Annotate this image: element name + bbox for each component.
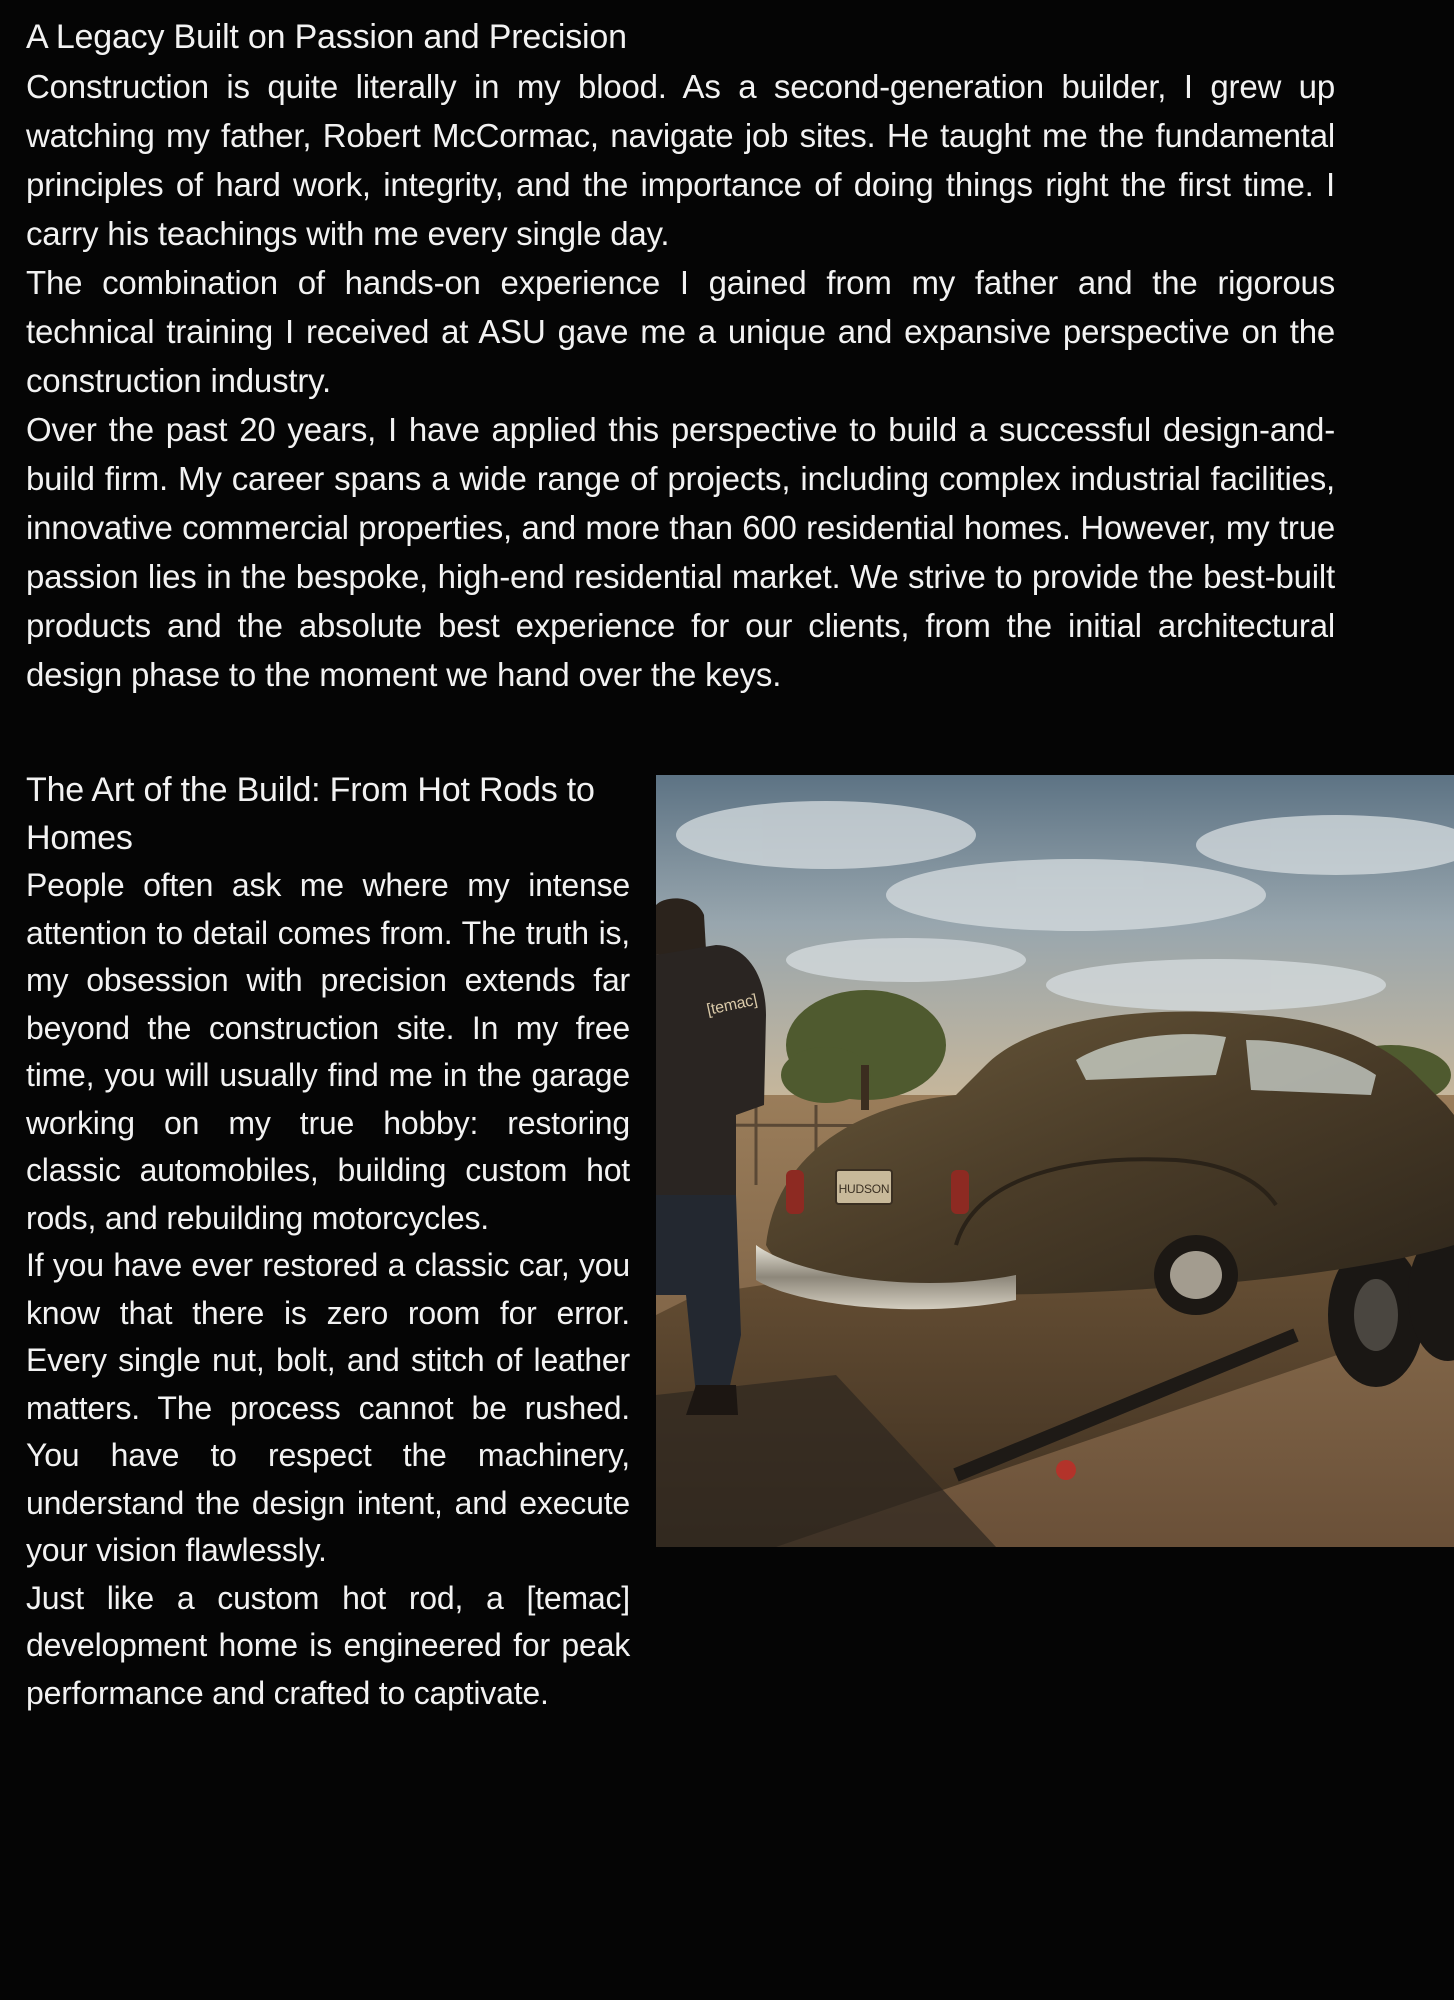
art-of-build-paragraph: Just like a custom hot rod, a [temac] development home is engineered for peak performance and crafted to captivate. [26, 1579, 630, 1711]
shirt-logo-text: [temac] [705, 991, 759, 1019]
trailer-light [1056, 1460, 1076, 1480]
art-of-build-section [26, 766, 630, 1717]
art-of-build-paragraph: People often ask me where my intense attention to detail comes from. The truth is, my obsession with precision extends far beyond the construction site. In my free time, you will usually find me in the garage working on my true hobby: restoring classic automobiles, building custom hot rods, and rebuilding motorcycles. [26, 867, 630, 1236]
legacy-paragraph: Construction is quite literally in my blood. As a second-generation builder, I grew up watching my father, Robert McCormac, navigate job sites. He taught me the fundamental principles of hard work, integrity, and the importance of doing things right the first time. I carry his teachings with me every single day. [26, 68, 1335, 252]
art-of-build-paragraph: If you have ever restored a classic car, you know that there is zero room for error. Every single nut, bolt, and stitch of leather matters. The process cannot be rushed. You have to respect the machinery, understand the design intent, and execute your vision flawlessly. [26, 1247, 630, 1568]
license-plate-text: HUDSON [838, 1182, 890, 1196]
hot-rod-photo [656, 775, 1454, 1547]
legacy-paragraph: Over the past 20 years, I have applied this perspective to build a successful design-and-build firm. My career spans a wide range of projects, including complex industrial facilities, innovative commercial properties, and more than 600 residential homes. However, my true passion lies in the bespoke, high-end residential market. We strive to provide the best-built products and the absolute best experience for our clients, from the initial architectural design phase to the moment we hand over the keys. [26, 411, 1335, 693]
legacy-heading: A Legacy Built on Passion and Precision [26, 18, 627, 56]
legacy-paragraph: The combination of hands-on experience I gained from my father and the rigorous technical training I received at ASU gave me a unique and expansive perspective on the construction industry. [26, 264, 1335, 399]
legacy-section [26, 12, 1335, 699]
art-of-build-heading: The Art of the Build: From Hot Rods to Homes [26, 771, 595, 857]
